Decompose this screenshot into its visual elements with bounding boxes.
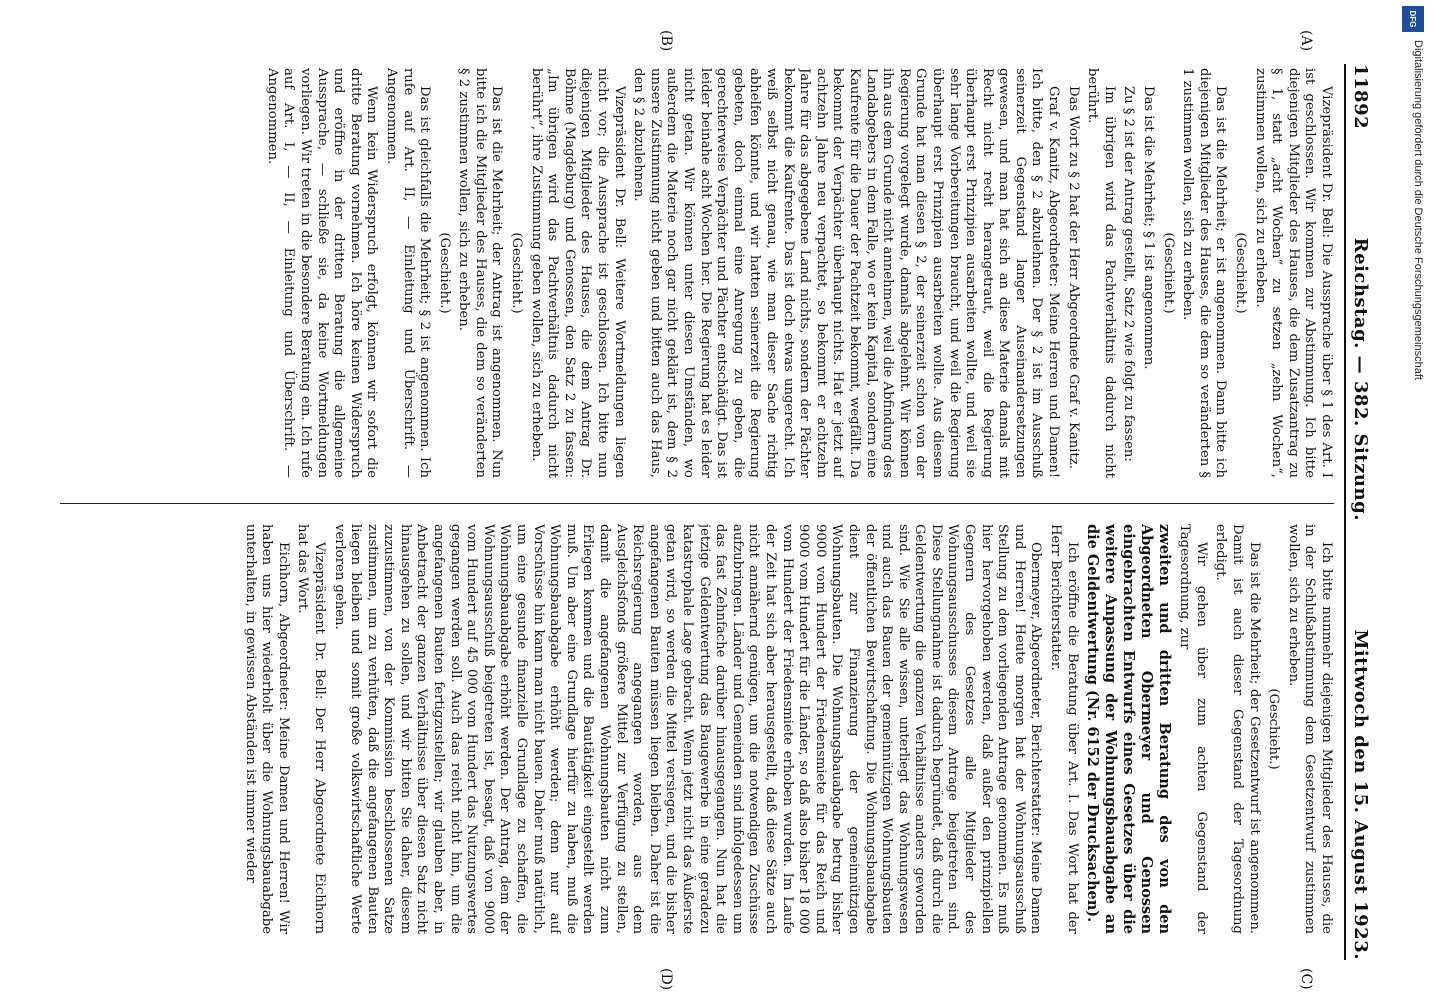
right-column-paragraph: Obermeyer, Abgeordneter, Berichterstatter: Meine Damen und Herren! Heute morgen hat der Wohnungsausschuß Stellung zu dem vorliegenden Antrage genommen. Es muß hier hervorgehoben werden, daß außer den prinzipiellen Gegnern des Gesetzes alle Mitglieder des Wohnungsausschusses diesem Antrage beigetreten sind. Diese Stellungnahme ist dadurch begründet, daß durch die Geldentwertung die ganzen Verhältnisse anders geworden sind. Wie Sie alle wissen, unterliegt das Wohnungswesen und auch das Bauen der gemeinnützigen Wohnungsbauten der öffentlichen Bewirtschaftung. Die Wohnungsbauabgabe dient zur Finanzierung der gemeinnützigen Wohnungsbauten. Die Wohnungsbauabgabe betrug bisher 9000 vom Hundert der Friedensmiete für das Reich und 9000 vom Hundert für die Länder, so daß also bisher 18 000 vom Hundert der Friedensmiete erhoben wurden. Im Laufe der Zeit hat sich aber herausgestellt, daß diese Sätze auch nicht annähernd genügen, um die notwendigen Zuschüsse aufzubringen. Länder und Gemeinden sind infolgedessen um das fast Zehnfache darüber hinausgegangen. Nun hat die jetzige Geldentwertung das Baugewerbe in eine geradezu katastrophale Lage gebracht. Wenn jetzt nicht das Äußerste getan wird, so werden die Mittel versiegen, und die bisher angefangenen Bauten müssen liegen bleiben. Daher ist die Reichsregierung angegangen worden, aus dem Ausgleichsfonds größere Mittel zur Verfügung zu stellen, damit die angefangenen Wohnungsbauten nicht zum Erliegen kommen und die Bautätigkeit eingestellt werden muß. Um aber eine Grundlage hierfür zu haben, muß die Wohnungsbauabgabe erhöht werden; denn nur auf Vorschüsse hin kann man nicht bauen. Daher muß natürlich, um eine gesunde finanzielle Grundlage zu schaffen, die Wohnungsbauabgabe erhöht werden. Der Antrag, dem der Wohnungsausschuß beigetreten ist, besagt, daß von 9000 vom Hundert auf 45 000 vom Hundert das Nutzungswertes gegangen werden soll. Auch das reicht nicht hin, um die angefangenen Bauten fertigzustellen; wir glauben aber, in Anbetracht der ganzen Verhältnisse über diesen Satz nicht hinausgehen zu sollen, und wir bitten Sie daher, diesem zuzustimmen, von der Kommission beschlossenen Satze zustimmen, um zu verhüten, daß die angefangenen Bauten liegen bleiben und somit große volkswirtschaftliche Werte verloren gehen. xyxy=(331,524,1044,934)
left-column-paragraph: Das ist die Mehrheit; § 1 ist angenommen. xyxy=(1141,86,1157,370)
left-column-paragraph: Vizepräsident Dr. Bell: Weitere Wortmeldungen liegen nicht vor; die Aussprache ist geschlossen. Ich bitte nun diejenigen Mitglieder des Hauses, die dem Antrag Dr. Böhme (Magdeburg) und Genossen, den Satz 2 zu fassen: „Im übrigen wird das Pachtverhältnis dadurch nicht berührt“, ihre Zustimmung geben wollen, sich zu erheben. xyxy=(528,68,627,478)
left-column-paragraph: (Geschieht.) xyxy=(1160,232,1176,314)
left-column-paragraph: Im übrigen wird das Pachtverhältnis dadurch nicht berührt. xyxy=(1085,68,1117,478)
left-column-paragraph: Das ist die Mehrheit; er ist angenommen. Dann bitte ich diejenigen Mitglieder des Hauses, die dem so veränderten § 1 zustimmen wollen, sich zu erheben. xyxy=(1180,68,1229,478)
left-column-paragraph: Das ist gleichfalls die Mehrheit; § 2 ist angenommen. Ich rufe auf Art. II, — Einleitung und Überschrift. — Angenommen. xyxy=(383,68,433,478)
right-column-paragraph: zweiten und dritten Beratung des von den Abgeordneten Obermeyer und Genossen eingebrachten Entwurfs eines Gesetzes über die weitere Anpassung der Wohnungsbauabgabe an die Geldentwertung (Nr. 6152 der Drucksachen). xyxy=(1083,524,1173,934)
right-column-paragraph: Ich eröffne die Beratung über Art. I. Das Wort hat der Herr Berichterstatter. xyxy=(1048,524,1080,934)
left-column-paragraph: Zu § 2 ist der Antrag gestellt, Satz 2 wie folgt zu fassen: xyxy=(1121,86,1137,462)
session-title: Reichstag. — 382. Sitzung. xyxy=(1350,237,1371,521)
right-column-paragraph: Wir gehen über zum achten Gegenstand der Tagesordnung, zur xyxy=(1177,524,1209,934)
right-column-paragraph: Eichhorn, Abgeordneter: Meine Damen und Herren! Wir haben uns hier wiederholt über die Wohnungsbauabgabe unterhalten, in gewissen Abständen ist immer wieder xyxy=(242,524,291,934)
left-column-paragraph: (Geschieht.) xyxy=(509,232,525,314)
left-column-paragraph: Vizepräsident Dr. Bell: Die Aussprache über § 1 des Art. I ist geschlossen. Wir kommen zur Abstimmung. Ich bitte diejenigen Mitglieder des Hauses, die dem Zusatzantrag zu § 1, statt „acht Wochen“ zu setzen „zehn Wochen“, zustimmen wollen, sich zu erheben. xyxy=(1252,68,1334,478)
digitization-credit: Digitalisierung gefördert durch die Deutsche Forschungsgemeinschaft xyxy=(1412,40,1424,380)
left-column xyxy=(30,68,1334,478)
left-column-paragraph: (Geschieht.) xyxy=(1233,232,1249,314)
left-column-paragraph: Das Wort zu § 2 hat der Herr Abgeordnete Graf v. Kanitz. xyxy=(1065,86,1081,469)
left-column-paragraph: (Geschieht.) xyxy=(436,232,452,314)
page-header xyxy=(1350,64,1390,960)
session-date: Mittwoch den 15. August 1923. xyxy=(1350,629,1371,960)
left-column-paragraph: Das ist die Mehrheit; der Antrag ist angenommen. Nun bitte ich die Mitglieder des Hauses, die dem so veränderten § 2 zustimmen wollen, sich zu erheben. xyxy=(456,68,505,478)
left-column-paragraph: Wenn kein Widerspruch erfolgt, können wir sofort die dritte Beratung vornehmen. Ich höre keinen Widerspruch und eröffne in der dritten Beratung die allgemeine Aussprache, — schließe sie, da keine Wortmeldungen vorliegen. Wir treten in die besondere Beratung ein. Ich rufe auf Art. I, — II, — Einleitung und Überschrift. — Angenommen. xyxy=(264,68,380,478)
right-column-paragraph: Ich bitte nunmehr diejenigen Mitglieder des Hauses, die in der Schlußabstimmung dem Gesetzentwurf zustimmen wollen, sich zu erheben. xyxy=(1285,524,1334,934)
right-column-paragraph: (Geschieht.) xyxy=(1266,688,1282,770)
left-column-paragraph: Graf v. Kanitz, Abgeordneter: Meine Herren und Damen! Ich bitte, den § 2 abzulehnen. Der § 2 ist im Ausschuß seinerzeit Gegenstand langer Auseinandersetzungen gewesen, und man hat sich an diese Materie damals mit Recht nicht recht herangetraut, weil die Regierung überhaupt erst Prinzipien ausarbeiten wollte, und weil sie sehr lange Vorbereitungen braucht, und weil die Regierung überhaupt erst Prinzipien ausarbeiten wollte. Aus diesem Grunde hat man diesen § 2, der seinerzeit schon von der Regierung vorgelegt wurde, damals abgelehnt. Wir können ihn aus dem Grunde nicht annehmen, weil die Abfindung des Landabgebers in dem Falle, wo er kein Kapital, sondern eine Kaufrente für die Dauer der Pachtzeit bekommt, wegfällt. Da bekommt der Verpächter überhaupt nichts. Hat er jetzt auf achtzehn Jahre neu verpachtet, so bekommt er achtzehn Jahre für das abgegebene Land nichts, sondern der Pächter bekommt die Kaufrente. Das ist doch etwas ungerecht. Ich weiß selbst nicht genau, wie man dieser Sache richtig abhelfen könnte, und wir hatten seinerzeit die Regierung gebeten, doch einmal eine Anregung zu geben, die gerechterweise Verpächter und Pächter entschädigt. Das ist leider beinahe acht Wochen her. Die Regierung hat es leider nicht getan. Wir können unter diesen Umständen, wo außerdem die Materie noch gar nicht geklärt ist, dem § 2 unsere Zustimmung nicht geben und bitten auch das Haus, den § 2 abzulehnen. xyxy=(631,68,1062,478)
column-separator xyxy=(60,503,1334,504)
right-column xyxy=(30,524,1334,934)
header-rule xyxy=(1344,64,1346,960)
right-column-paragraph: Vizepräsident Dr. Bell: Der Herr Abgeordnete Eichhorn hat das Wort. xyxy=(295,524,327,934)
margin-label-d: (D) xyxy=(658,968,674,991)
right-column-paragraph: Das ist die Mehrheit; der Gesetzentwurf ist angenommen. Damit ist auch dieser Gegenstand der Tagesordnung erledigt. xyxy=(1213,524,1262,934)
margin-label-b: (B) xyxy=(658,30,674,52)
margin-label-c: (C) xyxy=(1298,968,1314,990)
page-number: 11892 xyxy=(1350,64,1371,130)
dfg-logo: DFG xyxy=(1402,6,1424,32)
margin-label-a: (A) xyxy=(1298,30,1314,52)
